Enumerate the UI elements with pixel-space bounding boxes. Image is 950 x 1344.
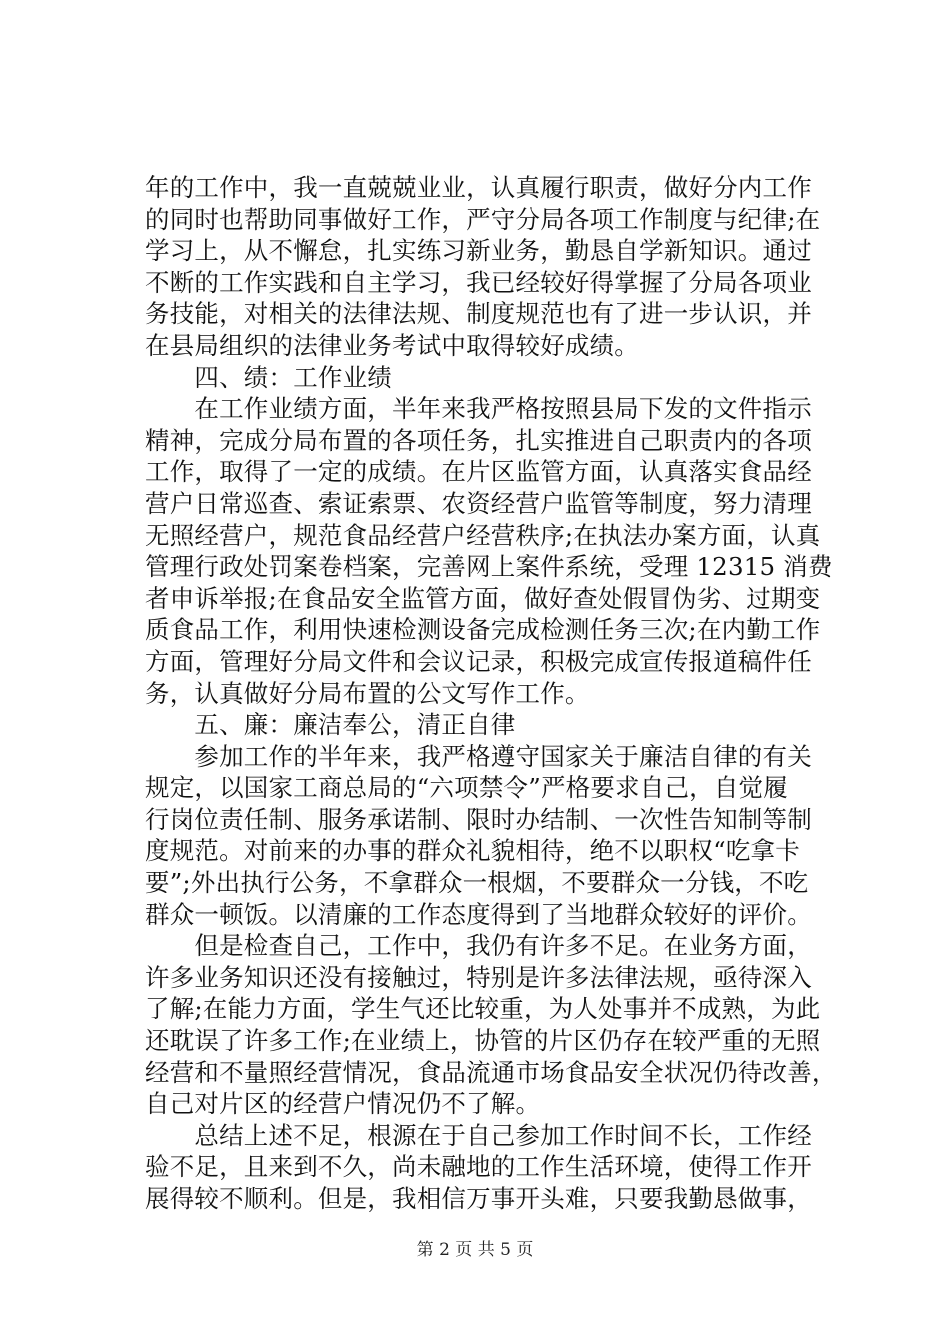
text-line: 者申诉举报;在食品安全监管方面，做好查处假冒伪劣、过期变 xyxy=(145,583,821,613)
text-line: 工作，取得了一定的成绩。在片区监管方面，认真落实食品经 xyxy=(145,457,812,487)
text-line: 度规范。对前来的办事的群众礼貌相待，绝不以职权“吃拿卡 xyxy=(145,836,800,866)
text-line: 方面，管理好分局文件和会议记录，积极完成宣传报道稿件任 xyxy=(145,646,812,676)
text-line: 在工作业绩方面，半年来我严格按照县局下发的文件指示 xyxy=(145,394,812,424)
text-line: 的同时也帮助同事做好工作，严守分局各项工作制度与纪律;在 xyxy=(145,204,821,234)
text-line: 验不足，且来到不久，尚未融地的工作生活环境，使得工作开 xyxy=(145,1152,812,1182)
text-line: 无照经营户，规范食品经营户经营秩序;在执法办案方面，认真 xyxy=(145,520,821,550)
text-line: 要”;外出执行公务，不拿群众一根烟，不要群众一分钱，不吃 xyxy=(145,868,809,898)
text-line: 还耽误了许多工作;在业绩上，协管的片区仍存在较严重的无照 xyxy=(145,1026,821,1056)
text-line: 了解;在能力方面，学生气还比较重，为人处事并不成熟，为此 xyxy=(145,994,821,1024)
text-line: 经营和不量照经营情况，食品流通市场食品安全状况仍待改善， xyxy=(145,1057,837,1087)
text-line: 规定，以国家工商总局的“六项禁令”严格要求自己，自觉履 xyxy=(145,773,788,803)
document-body xyxy=(145,172,837,1215)
text-line: 学习上，从不懈怠，扎实练习新业务，勤恳自学新知识。通过 xyxy=(145,236,812,266)
text-line: 总结上述不足，根源在于自己参加工作时间不长，工作经 xyxy=(145,1120,812,1150)
text-line: 自己对片区的经营户情况仍不了解。 xyxy=(145,1089,541,1119)
text-line: 务，认真做好分局布置的公文写作工作。 xyxy=(145,678,590,708)
text-line: 营户日常巡查、索证索票、农资经营户监管等制度，努力清理 xyxy=(145,488,812,518)
text-line: 行岗位责任制、服务承诺制、限时办结制、一次性告知制等制 xyxy=(145,804,812,834)
text-line: 在县局组织的法律业务考试中取得较好成绩。 xyxy=(145,330,639,360)
text-line: 质食品工作，利用快速检测设备完成检测任务三次;在内勤工作 xyxy=(145,615,821,645)
text-line: 但是检查自己，工作中，我仍有许多不足。在业务方面， xyxy=(145,931,812,961)
text-line: 群众一顿饭。以清廉的工作态度得到了当地群众较好的评价。 xyxy=(145,899,812,929)
page-number-footer: 第 2 页 共 5 页 xyxy=(416,1240,534,1260)
text-line: 不断的工作实践和自主学习，我已经较好得掌握了分局各项业 xyxy=(145,267,812,297)
text-line: 展得较不顺利。但是，我相信万事开头难，只要我勤恳做事， xyxy=(145,1184,812,1213)
text-line: 精神，完成分局布置的各项任务，扎实推进自己职责内的各项 xyxy=(145,425,812,455)
text-line: 许多业务知识还没有接触过，特别是许多法律法规，亟待深入 xyxy=(145,962,812,992)
text-line: 管理行政处罚案卷档案，完善网上案件系统，受理 12315 消费 xyxy=(145,552,833,582)
text-line: 年的工作中，我一直兢兢业业，认真履行职责，做好分内工作 xyxy=(145,173,812,202)
text-line: 参加工作的半年来，我严格遵守国家关于廉洁自律的有关 xyxy=(145,741,812,771)
section-heading: 四、绩：工作业绩 xyxy=(145,362,392,392)
text-line: 务技能，对相关的法律法规、制度规范也有了进一步认识，并 xyxy=(145,299,812,329)
section-heading: 五、廉：廉洁奉公，清正自律 xyxy=(145,710,516,740)
